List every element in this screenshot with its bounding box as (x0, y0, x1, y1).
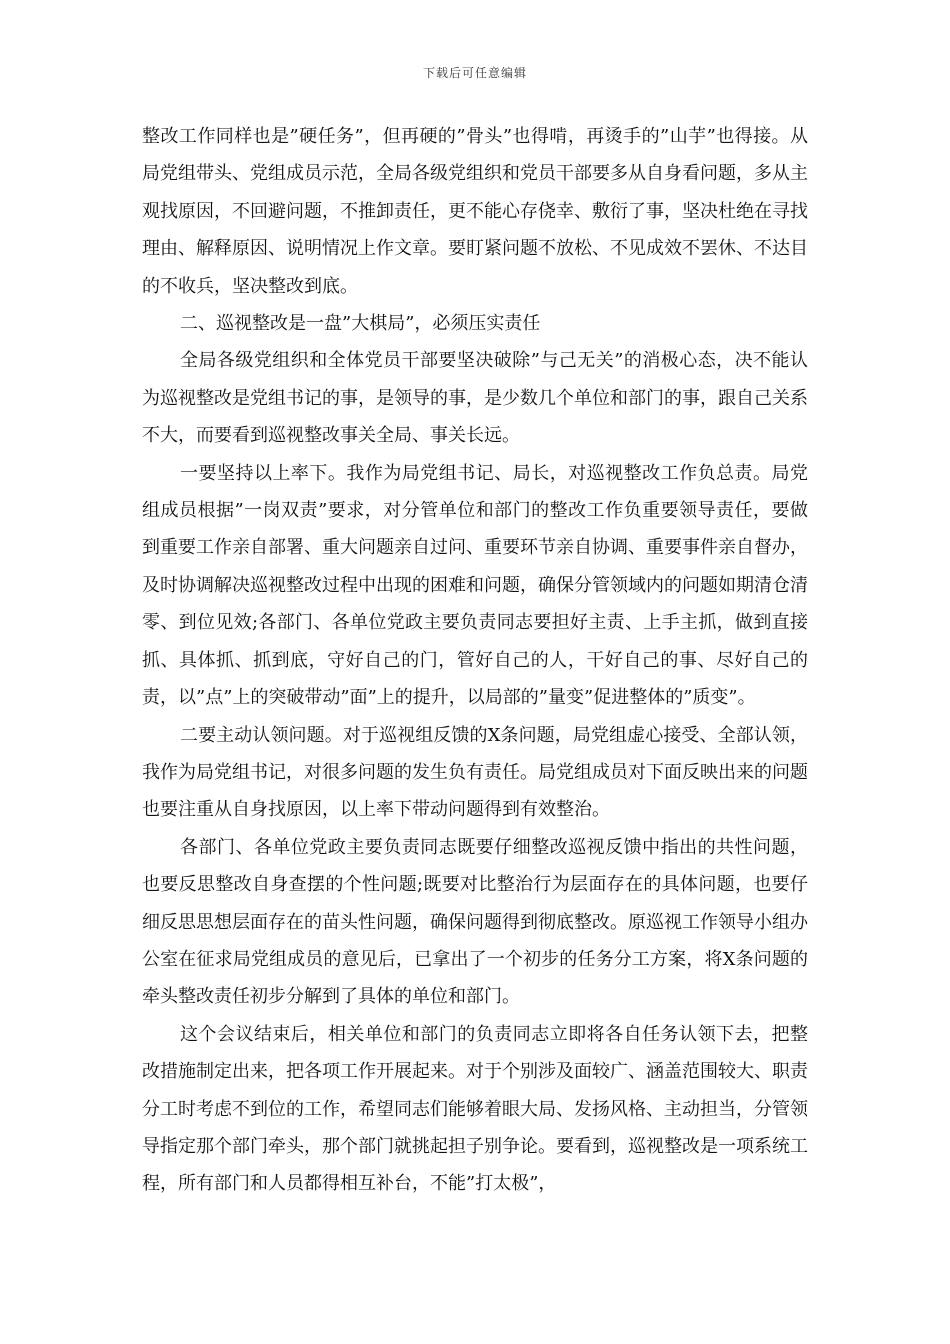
paragraph-4: 一要坚持以上率下。我作为局党组书记、局长，对巡视整改工作负总责。局党组成员根据”一岗双责”要求，对分管单位和部门的整改工作负重要领导责任，要做到重要工作亲自部署、重大问题亲自过问、重要环节亲自协调、重要事件亲自督办，及时协调解决巡视整改过程中出现的困难和问题，确保分管领域内的问题如期清仓清零、到位见效;各部门、各单位党政主要负责同志要担好主责、上手主抓，做到直接抓、具体抓、抓到底，守好自己的门，管好自己的人，干好自己的事、尽好自己的责，以”点”上的突破带动”面”上的提升，以局部的”量变”促进整体的”质变”。 (142, 462, 808, 709)
paragraph-3: 全局各级党组织和全体党员干部要坚决破除”与己无关”的消极心态，决不能认为巡视整改是党组书记的事，是领导的事，是少数几个单位和部门的事，跟自己关系不大，而要看到巡视整改事关全局、事关长远。 (142, 350, 808, 447)
paragraph-7: 这个会议结束后，相关单位和部门的负责同志立即将各自任务认领下去，把整改措施制定出来，把各项工作开展起来。对于个别涉及面较广、涵盖范围较大、职责分工时考虑不到位的工作，希望同志们能够着眼大局、发扬风格、主动担当，分管领导指定那个部门牵头，那个部门就挑起担子别争论。要看到，巡视整改是一项系统工程，所有部门和人员都得相互补台，不能”打太极”， (142, 1023, 808, 1195)
paragraph-1: 整改工作同样也是”硬任务”，但再硬的”骨头”也得啃，再烫手的”山芋”也得接。从局党组带头、党组成员示范，全局各级党组织和党员干部要多从自身看问题，多从主观找原因，不回避问题，不推卸责任，更不能心存侥幸、敷衍了事，坚决杜绝在寻找理由、解释原因、说明情况上作文章。要盯紧问题不放松、不见成效不罢休、不达目的不收兵，坚决整改到底。 (142, 126, 808, 297)
paragraph-5: 二要主动认领问题。对于巡视组反馈的X条问题，局党组虚心接受、全部认领，我作为局党组书记，对很多问题的发生负有责任。局党组成员对下面反映出来的问题也要注重从自身找原因，以上率下带动问题得到有效整治。 (142, 724, 808, 821)
document-body (142, 118, 808, 1203)
paragraph-6: 各部门、各单位党政主要负责同志既要仔细整改巡视反馈中指出的共性问题，也要反思整改自身查摆的个性问题;既要对比整治行为层面存在的具体问题，也要仔细反思思想层面存在的苗头性问题，确保问题得到彻底整改。原巡视工作领导小组办公室在征求局党组成员的意见后，已拿出了一个初步的任务分工方案，将X条问题的牵头整改责任初步分解到了具体的单位和部门。 (142, 836, 808, 1008)
section-heading-2: 二、巡视整改是一盘”大棋局”，必须压实责任 (180, 313, 541, 335)
page-header: 下载后可任意编辑 (422, 66, 527, 80)
